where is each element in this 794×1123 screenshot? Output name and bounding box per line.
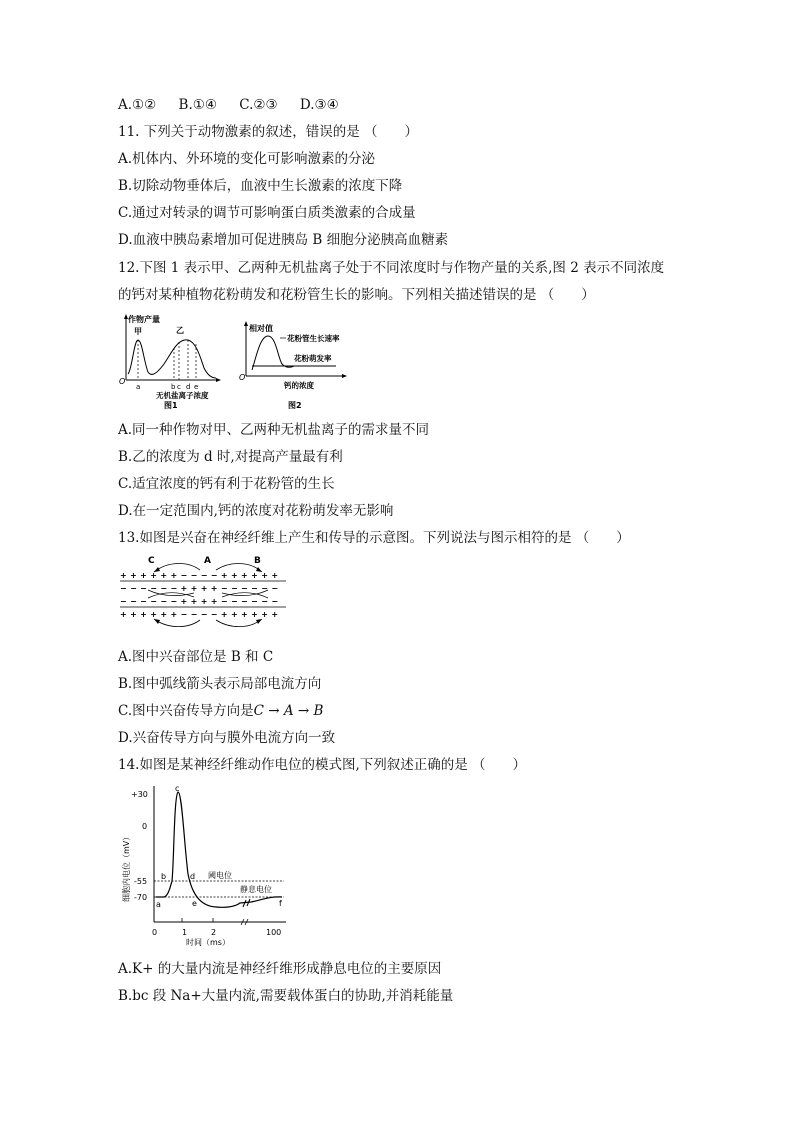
fig2-ylabel: 相对值 bbox=[249, 324, 273, 333]
q10-options bbox=[118, 96, 339, 114]
q13-label-c: C bbox=[148, 556, 155, 566]
q14-point-d: d bbox=[190, 872, 196, 881]
fig1-xlabel: 无机盐离子浓度 bbox=[156, 391, 209, 400]
q13-charges-row4: + + + + + + − − − − + + + + + + bbox=[120, 610, 279, 619]
q11-option-a: A.机体内、外环境的变化可影响激素的分泌 bbox=[118, 151, 376, 167]
q10-option-a: A.①② bbox=[118, 97, 157, 113]
q14-xtick-0: 0 bbox=[152, 928, 158, 937]
q13-charges-row1: + + + + + + − − − − + + + + + + bbox=[120, 571, 279, 580]
q14-threshold-label: 阈电位 bbox=[208, 871, 232, 880]
q13-label-b: B bbox=[254, 556, 261, 566]
q11-option-d: D.血液中胰岛素增加可促进胰岛 B 细胞分泌胰高血糖素 bbox=[118, 232, 449, 248]
q13-option-c bbox=[118, 702, 323, 720]
fig1-caption: 图1 bbox=[164, 401, 178, 410]
q10-option-c: C.②③ bbox=[239, 97, 278, 113]
q14-point-c: c bbox=[175, 784, 180, 793]
fig1-tick-c: c bbox=[177, 383, 181, 391]
q13-nerve-figure bbox=[118, 553, 290, 631]
fig1-curves bbox=[128, 340, 216, 378]
q13-arc-lower-left bbox=[154, 619, 200, 627]
q10-option-b: B.①④ bbox=[178, 97, 217, 113]
q14-point-a: a bbox=[156, 900, 161, 909]
q13-charges-row2: − − − − − − + + + + − − − − − − bbox=[120, 584, 279, 593]
q14-break-1 bbox=[243, 900, 246, 907]
q12-stem-line1: 12.下图 1 表示甲、乙两种无机盐离子处于不同浓度时与作物产量的关系,图 2 表示不同浓度 bbox=[118, 260, 665, 276]
q14-xtick-2: 2 bbox=[211, 928, 217, 937]
q11-stem: 11. 下列关于动物激素的叙述，错误的是 （ ） bbox=[118, 124, 419, 140]
fig2-caption: 图2 bbox=[288, 401, 302, 410]
q13-arrow-lr bbox=[256, 619, 262, 624]
q12-option-a: A.同一种作物对甲、乙两种无机盐离子的需求量不同 bbox=[118, 422, 430, 438]
q13-option-d: D.兴奋传导方向与膜外电流方向一致 bbox=[118, 730, 336, 746]
q14-ylabel: 细胞内电位（mV） bbox=[122, 832, 131, 902]
q12-option-c: C.适宜浓度的钙有利于花粉管的生长 bbox=[118, 476, 335, 492]
q14-xtick-100: 100 bbox=[266, 928, 282, 937]
q14-xlabel: 时间（ms） bbox=[186, 938, 230, 947]
q14-stem: 14.如图是某神经纤维动作电位的模式图,下列叙述正确的是 （ ） bbox=[118, 757, 527, 773]
fig1-label-jia: 甲 bbox=[134, 327, 142, 336]
q13-option-a: A.图中兴奋部位是 B 和 C bbox=[118, 649, 274, 665]
fig1-tick-b: b bbox=[171, 383, 176, 391]
fig2-x-arrow bbox=[342, 374, 347, 378]
q13-option-c-math: C → A → B bbox=[253, 703, 324, 719]
q11-option-b: B.切除动物垂体后，血液中生长激素的浓度下降 bbox=[118, 178, 403, 194]
q12-option-b: B.乙的浓度为 d 时,对提高产量最有利 bbox=[118, 449, 343, 465]
q13-arrow-ll bbox=[154, 619, 160, 624]
q14-action-potential-figure bbox=[116, 782, 292, 952]
q12-figure-1 bbox=[116, 312, 226, 412]
fig1-origin: O bbox=[119, 377, 126, 386]
q14-xtick-1: 1 bbox=[182, 928, 188, 937]
fig2-label-tube-growth: 花粉管生长速率 bbox=[287, 334, 340, 343]
q11-option-c: C.通过对转录的调节可影响蛋白质类激素的合成量 bbox=[118, 205, 416, 221]
fig1-tick-e: e bbox=[194, 383, 199, 391]
fig2-label-germination: 花粉萌发率 bbox=[294, 354, 332, 363]
q12-figure-2 bbox=[236, 318, 366, 412]
q12-stem-line2: 的钙对某种植物花粉萌发和花粉管生长的影响。下列相关描述错误的是 （ ） bbox=[118, 287, 595, 303]
fig1-ylabel: 作物产量 bbox=[128, 315, 160, 324]
q13-label-a: A bbox=[204, 556, 211, 566]
fig1-tick-d: d bbox=[186, 383, 191, 391]
q13-arc-lower-right bbox=[216, 619, 262, 627]
q13-stem: 13.如图是兴奋在神经纤维上产生和传导的示意图。下列说法与图示相符的是 （ ） bbox=[118, 530, 630, 546]
q13-charges-row3: − − − − − − + + + + − − − − − − bbox=[120, 597, 279, 606]
fig2-xlabel: 钙的浓度 bbox=[284, 381, 314, 390]
q14-point-b: b bbox=[161, 872, 167, 881]
q14-ytick-55: -55 bbox=[134, 877, 148, 886]
fig2-y-arrow bbox=[244, 321, 248, 326]
q13-option-c-text: C.图中兴奋传导方向是 bbox=[118, 703, 254, 719]
q14-rest-label: 静息电位 bbox=[240, 885, 272, 894]
q14-ytick-0: 0 bbox=[142, 822, 148, 831]
fig1-label-yi: 乙 bbox=[176, 326, 184, 335]
q10-option-d: D.③④ bbox=[299, 97, 339, 113]
q13-option-b: B.图中弧线箭头表示局部电流方向 bbox=[118, 676, 322, 692]
fig1-x-arrow bbox=[216, 378, 221, 382]
q12-option-d: D.在一定范围内,钙的浓度对花粉萌发率无影响 bbox=[118, 503, 394, 519]
q14-point-f: f bbox=[279, 899, 282, 908]
q14-ytick-30: +30 bbox=[131, 790, 148, 799]
q14-ytick-70: -70 bbox=[134, 893, 148, 902]
q14-option-b: B.bc 段 Na+大量内流,需要载体蛋白的协助,并消耗能量 bbox=[118, 988, 454, 1004]
q14-option-a: A.K+ 的大量内流是神经纤维形成静息电位的主要原因 bbox=[118, 961, 442, 977]
q14-point-e: e bbox=[192, 899, 197, 908]
fig2-origin: O bbox=[239, 373, 246, 382]
fig1-tick-a: a bbox=[136, 383, 141, 391]
